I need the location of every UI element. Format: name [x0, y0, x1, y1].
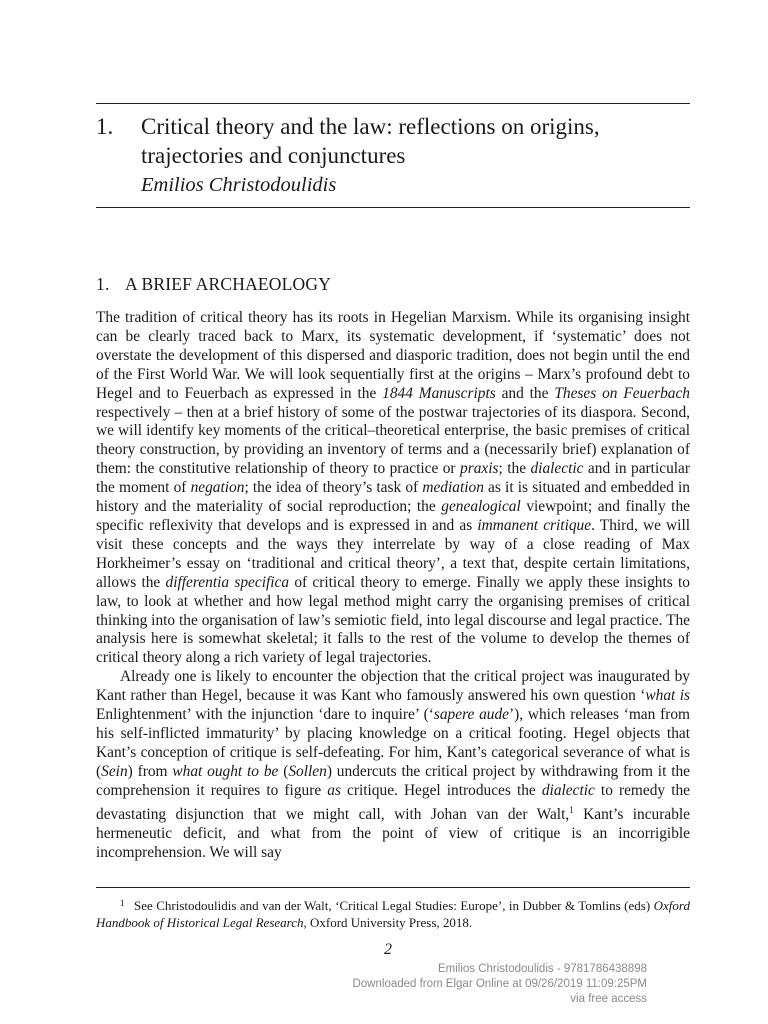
heading-bottom-rule — [96, 207, 690, 208]
download-info-line-2: Downloaded from Elgar Online at 09/26/2019 11:09:25PM — [352, 978, 647, 990]
footnote-marker: 1 — [120, 898, 125, 908]
paragraph-1: The tradition of critical theory has its roots in Hegelian Marxism. While its organising insight can be clearly traced back to Marx, its systematic development, if ‘systematic’ does not overstate the development of this dispersed and diasporic tradition, does not begin until the end of the First World War. We will look sequentially first at the origins – Marx’s profound debt to Hegel and to Feuerbach as expressed in the 1844 Manuscripts and the Theses on Feuerbach respectively – then at a brief history of some of the postwar trajectories of its diaspora. Second, we will identify key moments of the critical–theoretical enterprise, the basic premises of critical theory construction, by providing an inventory of terms and a (necessarily brief) explanation of them: the constitutive relationship of theory to practice or praxis; the dialectic and in particular the moment of negation; the idea of theory’s task of mediation as it is situated and embedded in history and the materiality of social reproduction; the genealogical viewpoint; and finally the specific reflexivity that develops and is expressed in and as immanent critique. Third, we will visit these concepts and the ways they interrelate by way of a close reading of Max Horkheimer’s essay on ‘traditional and critical theory’, a text that, despite certain limitations, allows the differentia specifica of critical theory to emerge. Finally we apply these insights to law, to look at whether and how legal method might carry the organising premises of critical thinking into the organisation of law’s semiotic field, into legal discourse and legal practice. The analysis here is somewhat skeletal; it falls to the rest of the volume to develop the themes of critical theory along a rich variety of legal trajectories. — [96, 309, 691, 667]
download-info — [352, 962, 647, 1007]
footnote-rule — [96, 887, 690, 888]
chapter-title: Critical theory and the law: reflections on origins, trajectories and conjunctures — [141, 114, 600, 168]
chapter-author: Emilios Christodoulidis — [141, 174, 337, 196]
top-rule — [96, 103, 690, 104]
chapter-number: 1. — [96, 114, 114, 139]
section-heading — [96, 274, 331, 295]
section-title: A BRIEF ARCHAEOLOGY — [125, 274, 332, 294]
download-info-line-1: Emilios Christodoulidis - 9781786438898 — [437, 963, 647, 975]
download-info-line-3: via free access — [570, 993, 647, 1005]
body-text — [96, 309, 690, 862]
footnote — [96, 895, 690, 931]
section-number: 1. — [96, 274, 110, 294]
footnote-text: See Christodoulidis and van der Walt, ‘Critical Legal Studies: Europe’, in Dubber & Tomlins (eds) Oxford Handbook of Historical Legal Research, Oxford University Press, 2018. — [96, 898, 690, 930]
paragraph-2: Already one is likely to encounter the objection that the critical project was inaugurated by Kant rather than Hegel, because it was Kant who famously answered his own question ‘what is Enlightenment’ with the injunction ‘dare to inquire’ (‘sapere aude’), which releases ‘man from his self-inflicted immaturity’ by placing knowledge on a critical footing. Hegel objects that Kant’s conception of critique is self-defeating. For him, Kant’s categorical severance of what is (Sein) from what ought to be (Sollen) undercuts the critical project by withdrawing from it the comprehension it requires to figure as critique. Hegel introduces the dialectic to remedy the devastating disjunction that we might call, with Johan van der Walt,$^1$ Kant’s incurable hermeneutic deficit, and what from the point of view of critique is an incorrigible incomprehension. We will say — [96, 668, 691, 861]
page-number: 2 — [384, 941, 392, 958]
